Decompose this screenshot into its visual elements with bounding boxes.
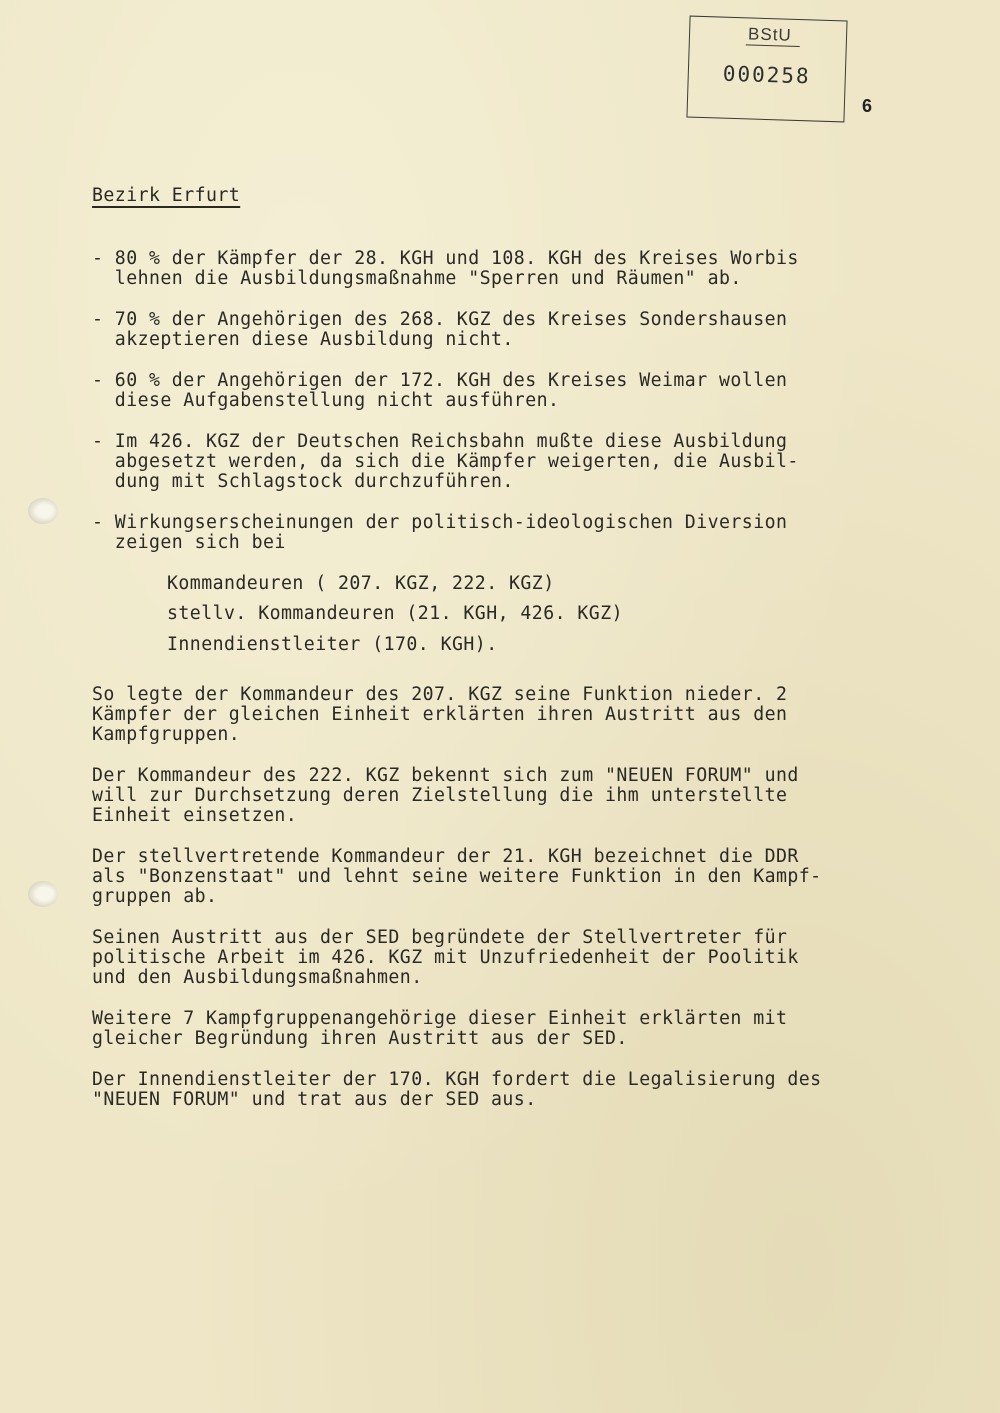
paragraph-4-line-1: Seinen Austritt aus der SED begründete der Stellvertreter für (92, 927, 788, 948)
punch-hole-top (28, 498, 58, 524)
paragraph-1-line-3: Kampfgruppen. (92, 724, 241, 745)
paragraph-2-line-3: Einheit einsetzen. (92, 805, 298, 826)
paragraph-4-line-2: politische Arbeit im 426. KGZ mit Unzufriedenheit der Poolitik (92, 947, 799, 968)
paragraph-5-line-2: gleicher Begründung ihren Austritt aus der SED. (92, 1028, 628, 1049)
paragraph-4-line-3: und den Ausbildungsmaßnahmen. (92, 967, 423, 988)
bullet-4-line-2: abgesetzt werden, da sich die Kämpfer weigerten, die Ausbil- (92, 451, 799, 472)
paragraph-1-line-1: So legte der Kommandeur des 207. KGZ seine Funktion nieder. 2 (92, 684, 788, 705)
stamp-label: BStU (746, 24, 800, 47)
page-number: 6 (862, 96, 873, 116)
bullet-3-line-1: - 60 % der Angehörigen der 172. KGH des Kreises Weimar wollen (92, 370, 788, 391)
bullet-1-line-1: - 80 % der Kämpfer der 28. KGH und 108. KGH des Kreises Worbis (92, 248, 799, 269)
paragraph-3-line-2: als "Bonzenstaat" und lehnt seine weitere Funktion in den Kampf- (92, 866, 822, 887)
paragraph-2-line-1: Der Kommandeur des 222. KGZ bekennt sich zum "NEUEN FORUM" und (92, 765, 799, 786)
bullet-4-line-1: - Im 426. KGZ der Deutschen Reichsbahn mußte diese Ausbildung (92, 431, 788, 452)
sublist-item-2: stellv. Kommandeuren (21. KGH, 426. KGZ) (167, 603, 623, 624)
paragraph-6-line-2: "NEUEN FORUM" und trat aus der SED aus. (92, 1089, 537, 1110)
paragraph-3-line-3: gruppen ab. (92, 886, 218, 907)
paragraph-6-line-1: Der Innendienstleiter der 170. KGH fordert die Legalisierung des (92, 1069, 822, 1090)
bullet-2-line-2: akzeptieren diese Ausbildung nicht. (92, 329, 514, 350)
bullet-4-line-3: dung mit Schlagstock durchzuführen. (92, 471, 514, 492)
paragraph-5-line-1: Weitere 7 Kampfgruppenangehörige dieser Einheit erklärten mit (92, 1008, 788, 1029)
bullet-3-line-2: diese Aufgabenstellung nicht ausführen. (92, 390, 560, 411)
sublist-item-3: Innendienstleiter (170. KGH). (167, 634, 498, 655)
archive-stamp (686, 16, 847, 123)
bullet-1-line-2: lehnen die Ausbildungsmaßnahme "Sperren und Räumen" ab. (92, 268, 742, 289)
paragraph-2-line-2: will zur Durchsetzung deren Zielstellung die ihm unterstellte (92, 785, 788, 806)
bullet-2-line-1: - 70 % der Angehörigen des 268. KGZ des Kreises Sondershausen (92, 309, 788, 330)
punch-hole-bottom (28, 881, 58, 907)
paragraph-3-line-1: Der stellvertretende Kommandeur der 21. KGH bezeichnet die DDR (92, 846, 799, 867)
paragraph-1-line-2: Kämpfer der gleichen Einheit erklärten ihren Austritt aus den (92, 704, 788, 725)
bullet-5-line-2: zeigen sich bei (92, 532, 286, 553)
bullet-5-line-1: - Wirkungserscheinungen der politisch-ideologischen Diversion (92, 512, 788, 533)
stamp-number: 000258 (722, 61, 812, 89)
sublist-item-1: Kommandeuren ( 207. KGZ, 222. KGZ) (167, 573, 555, 594)
section-heading: Bezirk Erfurt (92, 185, 241, 206)
